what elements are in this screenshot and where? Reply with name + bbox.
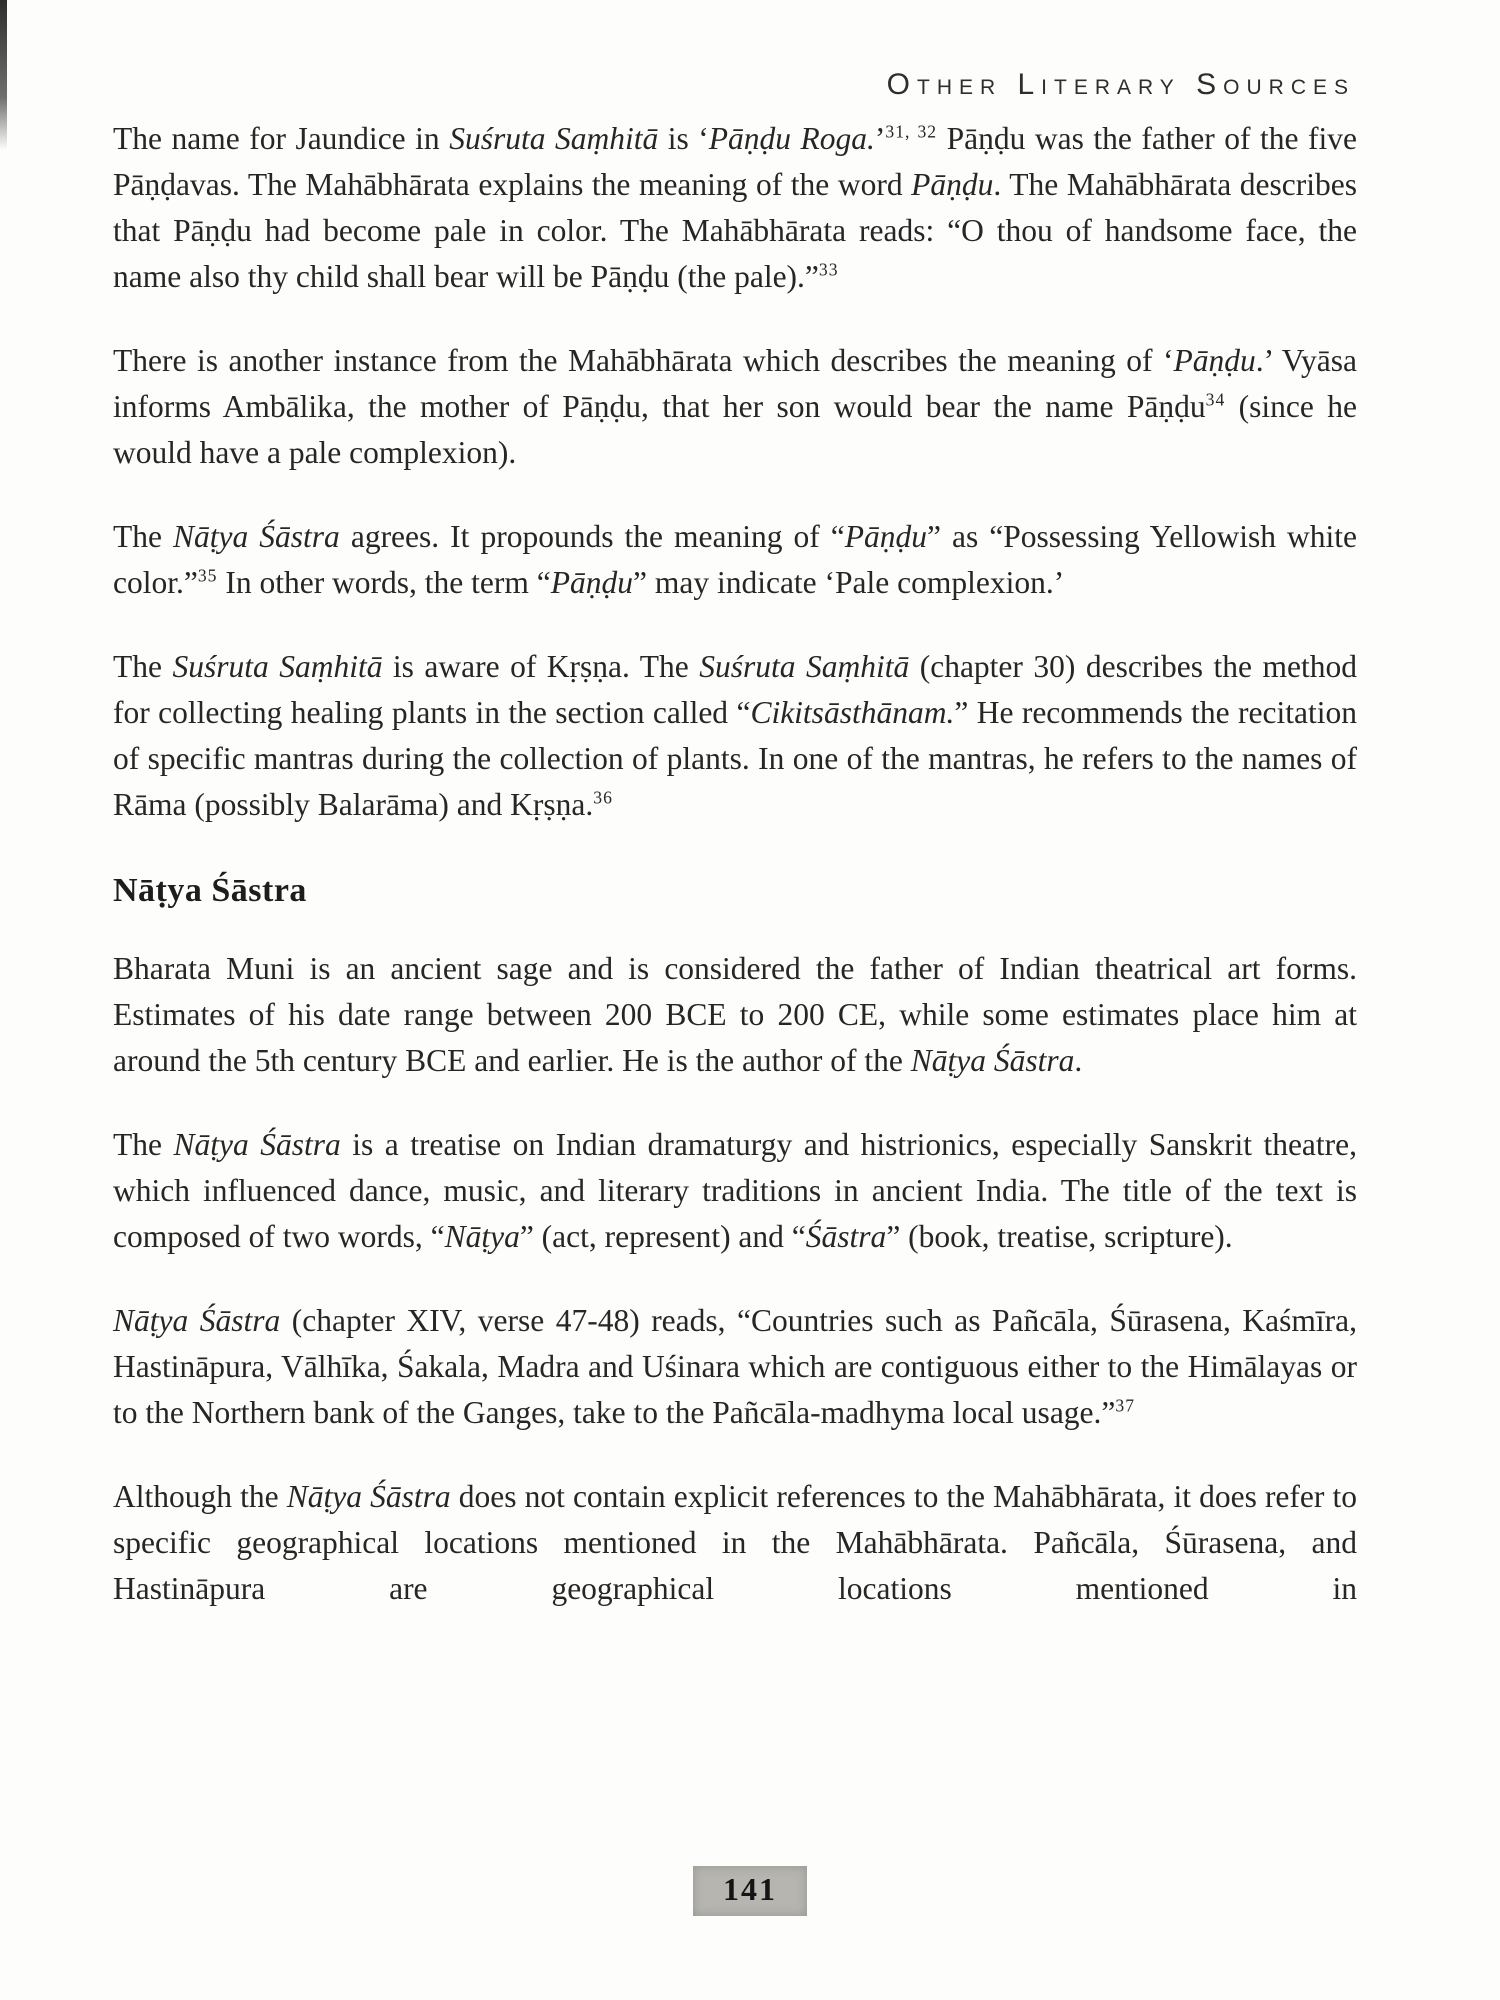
scan-artifact xyxy=(0,0,7,150)
running-header-text: Other Literary Sources xyxy=(886,68,1355,101)
paragraph: The Nāṭya Śāstra is a treatise on Indian dramaturgy and histrionics, especially Sanskrit theatre, which influenced dance, music, and literary traditions in ancient India. The title of the text is composed of two words, “Nāṭya” (act, represent) and “Śāstra” (book, treatise, scripture). xyxy=(113,1127,1358,1254)
page-footer xyxy=(0,1866,1500,1916)
paragraph: The Suśruta Saṃhitā is aware of Kṛṣṇa. The Suśruta Saṃhitā (chapter 30) describes the method for collecting healing plants in the section called “Cikitsāsthānam.” He recommends the recitation of specific mantras during the collection of plants. In one of the mantras, he refers to the names of Rāma (possibly Balarāma) and Kṛṣṇa.$^{36}$ xyxy=(113,649,1357,822)
page-number: 141 xyxy=(693,1866,807,1916)
paragraph: There is another instance from the Mahābhārata which describes the meaning of ‘Pāṇḍu.’ Vyāsa informs Ambālika, the mother of Pāṇḍu, that her son would bear the name Pāṇḍu$^{34}$ (since he would have a pale complexion). xyxy=(113,343,1357,470)
paragraph: Although the Nāṭya Śāstra does not contain explicit references to the Mahābhārata, it does refer to specific geographical locations mentioned in the Mahābhārata. Pañcāla, Śūrasena, and Hastināpura are geographical locations mentioned in xyxy=(113,1479,1357,1606)
paragraph: Nāṭya Śāstra (chapter XIV, verse 47-48) reads, “Countries such as Pañcāla, Śūrasena, Kaśmīra, Hastināpura, Vālhīka, Śakala, Madra and Uśinara which are contiguous either to the Himālayas or to the Northern bank of the Ganges, take to the Pañcāla-madhyma local usage.”$^{37}$ xyxy=(113,1303,1357,1430)
paragraph: Bharata Muni is an ancient sage and is considered the father of Indian theatrical art forms. Estimates of his date range between 200 BCE to 200 CE, while some estimates place him at around the 5th century BCE and earlier. He is the author of the Nāṭya Śāstra. xyxy=(113,951,1357,1078)
page-body xyxy=(113,116,1357,1650)
paragraph: The Nāṭya Śāstra agrees. It propounds the meaning of “Pāṇḍu” as “Possessing Yellowish white color.”$^{35}$ In other words, the term “Pāṇḍu” may indicate ‘Pale complexion.’ xyxy=(113,519,1358,600)
section-heading: Nāṭya Śāstra xyxy=(113,872,307,909)
paragraph: The name for Jaundice in Suśruta Saṃhitā is ‘Pāṇḍu Roga.’$^{31, 32}$ Pāṇḍu was the father of the five Pāṇḍavas. The Mahābhārata explains the meaning of the word Pāṇḍu. The Mahābhārata describes that Pāṇḍu had become pale in color. The Mahābhārata reads: “O thou of handsome face, the name also thy child shall bear will be Pāṇḍu (the pale).”$^{33}$ xyxy=(113,121,1358,294)
running-header xyxy=(113,68,1355,102)
